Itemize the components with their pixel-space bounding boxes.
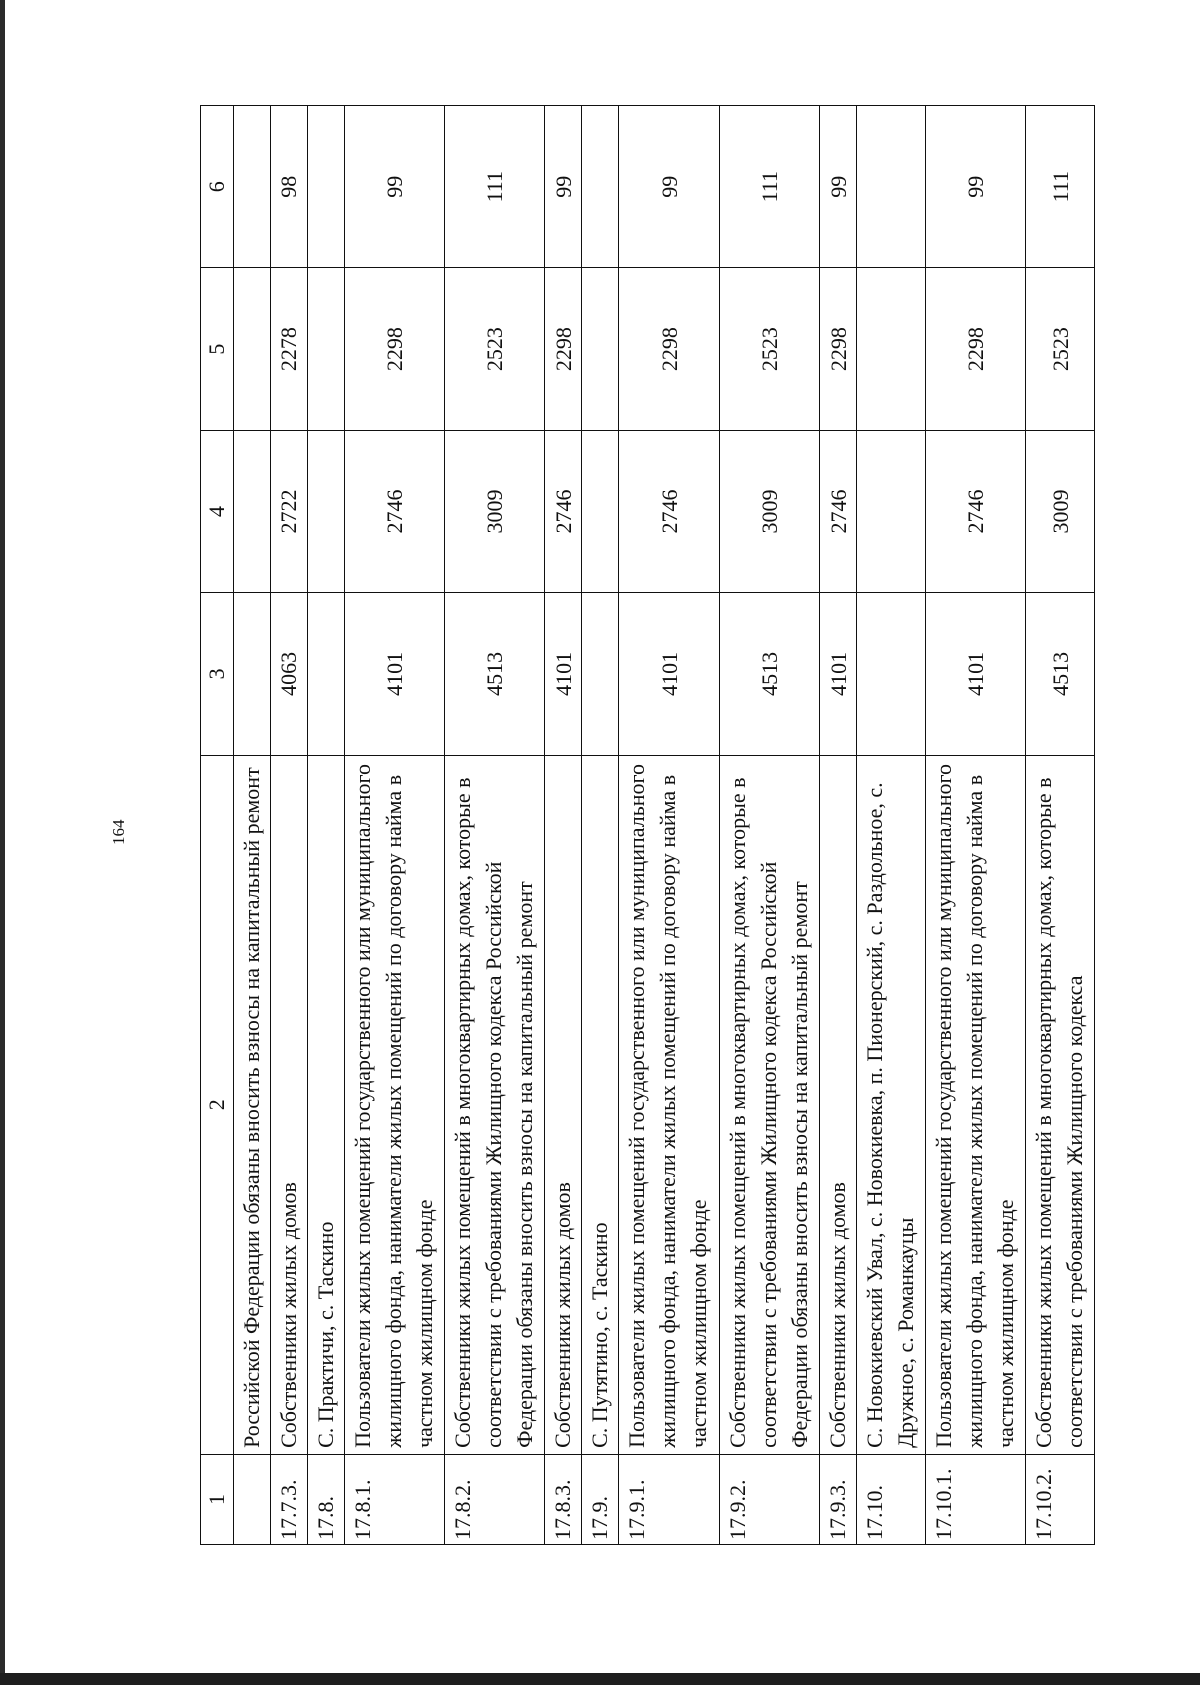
row-value-col4: 2746: [619, 430, 719, 592]
row-value-col4: [307, 430, 344, 592]
row-value-col4: [233, 430, 270, 592]
column-header: 5: [201, 268, 234, 430]
tariff-table: [200, 105, 1095, 1545]
row-description-cell: Собственники жилых домов: [270, 755, 307, 1454]
row-description-cell: Собственники жилых помещений в многоквартирных домах, которые в соответствии с требованиями Жилищного кодекса: [1026, 755, 1095, 1454]
row-value-col3: [857, 593, 926, 755]
row-description-cell: Собственники жилых домов: [545, 755, 582, 1454]
row-value-col5: [307, 268, 344, 430]
row-code-cell: 17.9.3.: [820, 1454, 857, 1544]
row-description-cell: С. Практичи, с. Таскино: [307, 755, 344, 1454]
row-value-col3: 4513: [444, 593, 544, 755]
row-value-col5: 2298: [820, 268, 857, 430]
row-value-col4: 2722: [270, 430, 307, 592]
row-value-col5: [857, 268, 926, 430]
column-header: 3: [201, 593, 234, 755]
row-value-col6: 99: [344, 106, 444, 268]
row-value-col6: 99: [925, 106, 1025, 268]
row-value-col6: [307, 106, 344, 268]
row-code-cell: 17.10.1.: [925, 1454, 1025, 1544]
row-value-col5: 2523: [444, 268, 544, 430]
row-value-col4: 2746: [344, 430, 444, 592]
row-value-col4: 3009: [444, 430, 544, 592]
table-row: [344, 106, 444, 1545]
row-value-col6: 99: [820, 106, 857, 268]
row-value-col3: 4063: [270, 593, 307, 755]
row-value-col5: 2523: [1026, 268, 1095, 430]
row-value-col5: 2298: [344, 268, 444, 430]
row-code-cell: 17.10.2.: [1026, 1454, 1095, 1544]
row-value-col5: 2298: [619, 268, 719, 430]
row-value-col6: 99: [545, 106, 582, 268]
row-value-col6: 98: [270, 106, 307, 268]
row-description-cell: Пользователи жилых помещений государственного или муниципального жилищного фонда, наниматели жилых помещений по договору найма в частном жилищном фонде: [344, 755, 444, 1454]
row-value-col4: 2746: [925, 430, 1025, 592]
table-row: [545, 106, 582, 1545]
table-row: [820, 106, 857, 1545]
row-description-cell: С. Новокиевский Увал, с. Новокиевка, п. Пионерский, с. Раздольное, с. Дружное, с. Романкауцы: [857, 755, 926, 1454]
table-row: [444, 106, 544, 1545]
row-value-col3: [233, 593, 270, 755]
row-value-col6: [582, 106, 619, 268]
row-code-cell: 17.8.: [307, 1454, 344, 1544]
row-value-col6: 111: [1026, 106, 1095, 268]
row-value-col3: 4101: [545, 593, 582, 755]
row-description-cell: Собственники жилых помещений в многоквартирных домах, которые в соответствии с требованиями Жилищного кодекса Российской Федерации обязаны вносить взносы на капитальный ремонт: [719, 755, 819, 1454]
row-value-col5: 2298: [925, 268, 1025, 430]
row-description-cell: Собственники жилых домов: [820, 755, 857, 1454]
row-value-col3: 4101: [925, 593, 1025, 755]
table-row: [1026, 106, 1095, 1545]
row-value-col3: 4513: [719, 593, 819, 755]
table-row: [719, 106, 819, 1545]
row-code-cell: [233, 1454, 270, 1544]
row-code-cell: 17.8.1.: [344, 1454, 444, 1544]
row-value-col4: [582, 430, 619, 592]
row-value-col6: [233, 106, 270, 268]
row-value-col4: 3009: [1026, 430, 1095, 592]
row-value-col6: [857, 106, 926, 268]
tariff-table-container: [200, 105, 1095, 1545]
row-description-cell: Собственники жилых помещений в многоквартирных домах, которые в соответствии с требованиями Жилищного кодекса Российской Федерации обязаны вносить взносы на капитальный ремонт: [444, 755, 544, 1454]
row-description-cell: Пользователи жилых помещений государственного или муниципального жилищного фонда, наниматели жилых помещений по договору найма в частном жилищном фонде: [619, 755, 719, 1454]
row-description-cell: Российской Федерации обязаны вносить взносы на капитальный ремонт: [233, 755, 270, 1454]
row-value-col3: [582, 593, 619, 755]
row-value-col4: 2746: [820, 430, 857, 592]
row-value-col3: 4101: [820, 593, 857, 755]
table-row: [619, 106, 719, 1545]
table-row: [857, 106, 926, 1545]
row-value-col5: [582, 268, 619, 430]
row-code-cell: 17.9.1.: [619, 1454, 719, 1544]
table-header-row: [201, 106, 234, 1545]
table-row: [582, 106, 619, 1545]
column-header: 4: [201, 430, 234, 592]
row-value-col3: 4101: [344, 593, 444, 755]
column-header: 1: [201, 1454, 234, 1544]
row-value-col3: [307, 593, 344, 755]
column-header: 6: [201, 106, 234, 268]
row-code-cell: 17.8.2.: [444, 1454, 544, 1544]
scan-edge-bottom: [0, 1673, 1200, 1685]
table-row: [233, 106, 270, 1545]
row-value-col6: 111: [444, 106, 544, 268]
row-description-cell: Пользователи жилых помещений государственного или муниципального жилищного фонда, наниматели жилых помещений по договору найма в частном жилищном фонде: [925, 755, 1025, 1454]
page-number: 164: [109, 819, 128, 845]
row-code-cell: 17.10.: [857, 1454, 926, 1544]
row-value-col5: [233, 268, 270, 430]
row-value-col6: 99: [619, 106, 719, 268]
row-value-col5: 2523: [719, 268, 819, 430]
row-value-col4: 3009: [719, 430, 819, 592]
row-code-cell: 17.9.: [582, 1454, 619, 1544]
column-header: 2: [201, 755, 234, 1454]
row-value-col3: 4513: [1026, 593, 1095, 755]
row-code-cell: 17.9.2.: [719, 1454, 819, 1544]
table-row: [925, 106, 1025, 1545]
scan-edge-left: [0, 0, 5, 1685]
row-value-col4: 2746: [545, 430, 582, 592]
row-value-col3: 4101: [619, 593, 719, 755]
row-description-cell: С. Путятино, с. Таскино: [582, 755, 619, 1454]
table-row: [307, 106, 344, 1545]
table-row: [270, 106, 307, 1545]
row-value-col4: [857, 430, 926, 592]
row-code-cell: 17.8.3.: [545, 1454, 582, 1544]
row-value-col6: 111: [719, 106, 819, 268]
row-value-col5: 2298: [545, 268, 582, 430]
row-code-cell: 17.7.3.: [270, 1454, 307, 1544]
row-value-col5: 2278: [270, 268, 307, 430]
